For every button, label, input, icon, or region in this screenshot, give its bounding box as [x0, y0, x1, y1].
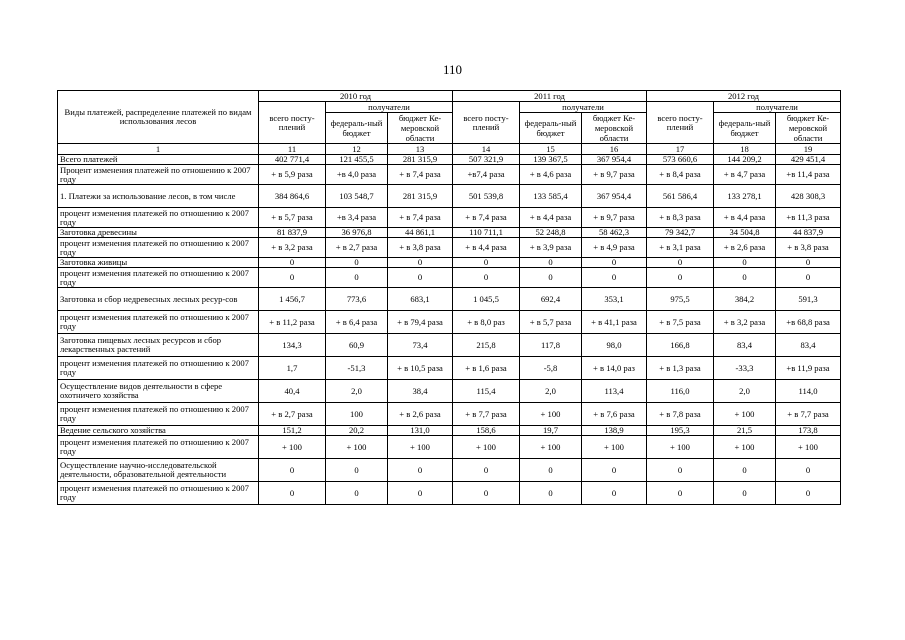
table-row: [58, 258, 841, 268]
table-cell: + в 9,7 раза: [582, 165, 647, 185]
row-label: 1. Платежи за использование лесов, в том числе: [58, 185, 259, 208]
table-cell: 0: [647, 459, 714, 482]
table-cell: 21,5: [714, 426, 776, 436]
table-cell: 81 837,9: [259, 228, 326, 238]
table-cell: 139 367,5: [520, 155, 582, 165]
table-cell: 561 586,4: [647, 185, 714, 208]
table-cell: + в 4,7 раза: [714, 165, 776, 185]
table-cell: 138,9: [582, 426, 647, 436]
table-cell: + в 1,6 раза: [453, 357, 520, 380]
row-label: Осуществление видов деятельности в сфере охотничего хозяйства: [58, 380, 259, 403]
table-row: [58, 268, 841, 288]
column-number: 19: [776, 144, 841, 155]
table-cell: 1 456,7: [259, 288, 326, 311]
table-cell: + в 9,7 раза: [582, 208, 647, 228]
recipients-header-2012: получатели: [714, 102, 841, 113]
table-cell: 367 954,4: [582, 155, 647, 165]
total-header-2010: всего посту-плений: [259, 102, 326, 144]
recipients-header-2011: получатели: [520, 102, 647, 113]
column-number: 16: [582, 144, 647, 155]
table-cell: + в 2,7 раза: [259, 403, 326, 426]
table-cell: 0: [647, 268, 714, 288]
table-cell: 0: [582, 258, 647, 268]
table-cell: 0: [326, 482, 388, 505]
table-cell: + в 7,6 раза: [582, 403, 647, 426]
table-cell: 0: [714, 258, 776, 268]
payments-table: [57, 90, 841, 505]
table-cell: 573 660,6: [647, 155, 714, 165]
row-label: процент изменения платежей по отношению к 2007 году: [58, 436, 259, 459]
table-cell: + в 5,9 раза: [259, 165, 326, 185]
row-label: Заготовка пищевых лесных ресурсов и сбор лекарственных растений: [58, 334, 259, 357]
table-cell: + 100: [388, 436, 453, 459]
table-cell: 114,0: [776, 380, 841, 403]
row-label: Всего платежей: [58, 155, 259, 165]
table-cell: + 100: [714, 403, 776, 426]
year-2012-header: 2012 год: [647, 91, 841, 102]
table-cell: 40,4: [259, 380, 326, 403]
table-cell: 0: [520, 482, 582, 505]
table-cell: 0: [388, 258, 453, 268]
table-cell: -5,8: [520, 357, 582, 380]
table-cell: 0: [453, 268, 520, 288]
table-row: [58, 357, 841, 380]
table-row: [58, 208, 841, 228]
table-cell: 0: [647, 482, 714, 505]
table-cell: 38,4: [388, 380, 453, 403]
table-cell: 692,4: [520, 288, 582, 311]
column-number: 13: [388, 144, 453, 155]
table-cell: + в 8,0 раз: [453, 311, 520, 334]
table-cell: 0: [326, 258, 388, 268]
table-cell: 281 315,9: [388, 155, 453, 165]
row-label: процент изменения платежей по отношению к 2007 году: [58, 357, 259, 380]
federal-header-2010: федераль-ный бюджет: [326, 113, 388, 144]
table-cell: 58 462,3: [582, 228, 647, 238]
table-cell: 0: [714, 268, 776, 288]
table-cell: + в 8,3 раза: [647, 208, 714, 228]
table-cell: 98,0: [582, 334, 647, 357]
table-cell: + 100: [647, 436, 714, 459]
row-label: Осуществление научно-исследовательской деятельности, образовательной деятельности: [58, 459, 259, 482]
table-cell: 83,4: [776, 334, 841, 357]
column-number: 1: [58, 144, 259, 155]
table-row: [58, 436, 841, 459]
table-cell: + 100: [520, 436, 582, 459]
table-cell: + в 3,8 раза: [776, 238, 841, 258]
regional-header-2012: бюджет Ке-меровской области: [776, 113, 841, 144]
table-cell: 134,3: [259, 334, 326, 357]
table-cell: + в 4,6 раза: [520, 165, 582, 185]
table-cell: 158,6: [453, 426, 520, 436]
table-cell: 683,1: [388, 288, 453, 311]
table-cell: 215,8: [453, 334, 520, 357]
year-2011-header: 2011 год: [453, 91, 647, 102]
table-cell: 281 315,9: [388, 185, 453, 208]
table-cell: 52 248,8: [520, 228, 582, 238]
total-header-2012: всего посту-плений: [647, 102, 714, 144]
table-cell: 100: [326, 403, 388, 426]
table-cell: + в 7,4 раза: [388, 165, 453, 185]
table-row: [58, 380, 841, 403]
table-cell: + в 3,8 раза: [388, 238, 453, 258]
table-cell: + в 2,6 раза: [714, 238, 776, 258]
table-cell: 0: [388, 459, 453, 482]
table-cell: + 100: [582, 436, 647, 459]
table-cell: 591,3: [776, 288, 841, 311]
table-cell: -33,3: [714, 357, 776, 380]
row-title-header: Виды платежей, распределение платежей по видам использования лесов: [58, 91, 259, 144]
table-cell: 1,7: [259, 357, 326, 380]
table-cell: + в 2,7 раза: [326, 238, 388, 258]
table-row: [58, 228, 841, 238]
table-cell: 1 045,5: [453, 288, 520, 311]
table-cell: 60,9: [326, 334, 388, 357]
page-number: 110: [442, 62, 463, 77]
table-cell: 0: [259, 258, 326, 268]
table-cell: 0: [776, 459, 841, 482]
table-cell: 0: [388, 268, 453, 288]
table-cell: 131,0: [388, 426, 453, 436]
table-cell: + в 4,4 раза: [520, 208, 582, 228]
table-cell: + в 1,3 раза: [647, 357, 714, 380]
table-cell: +в 3,4 раза: [326, 208, 388, 228]
table-cell: + 100: [520, 403, 582, 426]
table-row: [58, 165, 841, 185]
row-label: процент изменения платежей по отношению к 2007 году: [58, 208, 259, 228]
column-number: 11: [259, 144, 326, 155]
table-cell: +в 68,8 раза: [776, 311, 841, 334]
table-row: [58, 482, 841, 505]
table-cell: 0: [453, 459, 520, 482]
table-cell: 133 585,4: [520, 185, 582, 208]
table-cell: +в 11,3 раза: [776, 208, 841, 228]
table-cell: 367 954,4: [582, 185, 647, 208]
table-cell: 0: [453, 482, 520, 505]
table-cell: + в 7,7 раза: [776, 403, 841, 426]
row-label: Заготовка древесины: [58, 228, 259, 238]
table-cell: + 100: [776, 436, 841, 459]
table-cell: 0: [259, 459, 326, 482]
table-cell: 19,7: [520, 426, 582, 436]
table-cell: 501 539,8: [453, 185, 520, 208]
table-cell: 44 861,1: [388, 228, 453, 238]
table-cell: + в 10,5 раза: [388, 357, 453, 380]
row-label: Ведение сельского хозяйства: [58, 426, 259, 436]
row-label: Заготовка живицы: [58, 258, 259, 268]
table-row: [58, 155, 841, 165]
table-cell: 353,1: [582, 288, 647, 311]
table-cell: + в 5,7 раза: [259, 208, 326, 228]
table-cell: 0: [776, 482, 841, 505]
header-years-row: [58, 91, 841, 102]
table-cell: +в7,4 раза: [453, 165, 520, 185]
table-cell: + в 3,2 раза: [714, 311, 776, 334]
table-cell: -51,3: [326, 357, 388, 380]
table-cell: 2,0: [520, 380, 582, 403]
table-cell: 195,3: [647, 426, 714, 436]
table-cell: + в 4,4 раза: [453, 238, 520, 258]
table-row: [58, 426, 841, 436]
table-cell: + в 6,4 раза: [326, 311, 388, 334]
regional-header-2011: бюджет Ке-меровской области: [582, 113, 647, 144]
table-cell: 975,5: [647, 288, 714, 311]
table-cell: + в 3,1 раза: [647, 238, 714, 258]
table-cell: 83,4: [714, 334, 776, 357]
table-cell: 113,4: [582, 380, 647, 403]
row-label: Заготовка и сбор недревесных лесных ресур-сов: [58, 288, 259, 311]
row-label: процент изменения платежей по отношению к 2007 году: [58, 403, 259, 426]
table-cell: 384,2: [714, 288, 776, 311]
table-cell: 0: [714, 482, 776, 505]
table-cell: 0: [582, 459, 647, 482]
table-cell: 0: [776, 268, 841, 288]
column-number: 17: [647, 144, 714, 155]
column-number: 18: [714, 144, 776, 155]
table-cell: 73,4: [388, 334, 453, 357]
table-cell: + в 79,4 раза: [388, 311, 453, 334]
row-label: процент изменения платежей по отношению к 2007 году: [58, 311, 259, 334]
federal-header-2011: федераль-ный бюджет: [520, 113, 582, 144]
table-cell: 133 278,1: [714, 185, 776, 208]
column-number: 15: [520, 144, 582, 155]
table-cell: + в 3,2 раза: [259, 238, 326, 258]
table-cell: 0: [520, 268, 582, 288]
table-cell: 166,8: [647, 334, 714, 357]
table-cell: 110 711,1: [453, 228, 520, 238]
table-cell: 0: [582, 482, 647, 505]
column-numbers-row: [58, 144, 841, 155]
table-cell: 0: [326, 268, 388, 288]
year-2010-header: 2010 год: [259, 91, 453, 102]
table-cell: +в 11,9 раза: [776, 357, 841, 380]
column-number: 12: [326, 144, 388, 155]
table-row: [58, 334, 841, 357]
table-cell: 116,0: [647, 380, 714, 403]
table-cell: 0: [776, 258, 841, 268]
table-cell: + в 7,7 раза: [453, 403, 520, 426]
table-cell: + 100: [326, 436, 388, 459]
table-cell: + в 4,4 раза: [714, 208, 776, 228]
recipients-header-2010: получатели: [326, 102, 453, 113]
table-cell: 507 321,9: [453, 155, 520, 165]
table-cell: 0: [259, 482, 326, 505]
table-cell: +в 11,4 раза: [776, 165, 841, 185]
table-cell: 144 209,2: [714, 155, 776, 165]
table-cell: 103 548,7: [326, 185, 388, 208]
table-cell: + в 7,8 раза: [647, 403, 714, 426]
table-cell: 0: [259, 268, 326, 288]
regional-header-2010: бюджет Ке-меровской области: [388, 113, 453, 144]
table-cell: 0: [326, 459, 388, 482]
table-row: [58, 311, 841, 334]
table-cell: 20,2: [326, 426, 388, 436]
table-cell: + в 7,4 раза: [388, 208, 453, 228]
table-row: [58, 459, 841, 482]
table-row: [58, 238, 841, 258]
table-cell: 0: [388, 482, 453, 505]
table-cell: 115,4: [453, 380, 520, 403]
table-cell: + 100: [259, 436, 326, 459]
table-cell: + в 5,7 раза: [520, 311, 582, 334]
table-cell: 773,6: [326, 288, 388, 311]
table-cell: + в 11,2 раза: [259, 311, 326, 334]
table-row: [58, 288, 841, 311]
table-cell: + 100: [453, 436, 520, 459]
table-cell: + в 4,9 раза: [582, 238, 647, 258]
table-cell: 121 455,5: [326, 155, 388, 165]
table-cell: 36 976,8: [326, 228, 388, 238]
table-cell: 0: [714, 459, 776, 482]
table-cell: 2,0: [714, 380, 776, 403]
row-label: процент изменения платежей по отношению к 2007 году: [58, 268, 259, 288]
table-cell: + в 8,4 раза: [647, 165, 714, 185]
table-cell: + в 41,1 раза: [582, 311, 647, 334]
row-label: Процент изменения платежей по отношению к 2007 году: [58, 165, 259, 185]
row-label: процент изменения платежей по отношению к 2007 году: [58, 482, 259, 505]
table-cell: 384 864,6: [259, 185, 326, 208]
table-cell: +в 4,0 раза: [326, 165, 388, 185]
table-cell: 428 308,3: [776, 185, 841, 208]
table-cell: 0: [453, 258, 520, 268]
table-cell: 0: [520, 258, 582, 268]
table-cell: 2,0: [326, 380, 388, 403]
table-cell: 0: [582, 268, 647, 288]
table-cell: + в 14,0 раз: [582, 357, 647, 380]
table-cell: 0: [647, 258, 714, 268]
table-cell: 173,8: [776, 426, 841, 436]
table-cell: + в 7,4 раза: [453, 208, 520, 228]
table-cell: 117,8: [520, 334, 582, 357]
table-cell: + в 3,9 раза: [520, 238, 582, 258]
table-cell: 429 451,4: [776, 155, 841, 165]
table-cell: + 100: [714, 436, 776, 459]
column-number: 14: [453, 144, 520, 155]
table-cell: 0: [520, 459, 582, 482]
table-cell: 79 342,7: [647, 228, 714, 238]
table-cell: 151,2: [259, 426, 326, 436]
table-row: [58, 403, 841, 426]
table-cell: + в 2,6 раза: [388, 403, 453, 426]
row-label: процент изменения платежей по отношению к 2007 году: [58, 238, 259, 258]
table-cell: 34 504,8: [714, 228, 776, 238]
table-cell: 44 837,9: [776, 228, 841, 238]
table-cell: + в 7,5 раза: [647, 311, 714, 334]
table-row: [58, 185, 841, 208]
total-header-2011: всего посту-плений: [453, 102, 520, 144]
federal-header-2012: федераль-ный бюджет: [714, 113, 776, 144]
table-cell: 402 771,4: [259, 155, 326, 165]
